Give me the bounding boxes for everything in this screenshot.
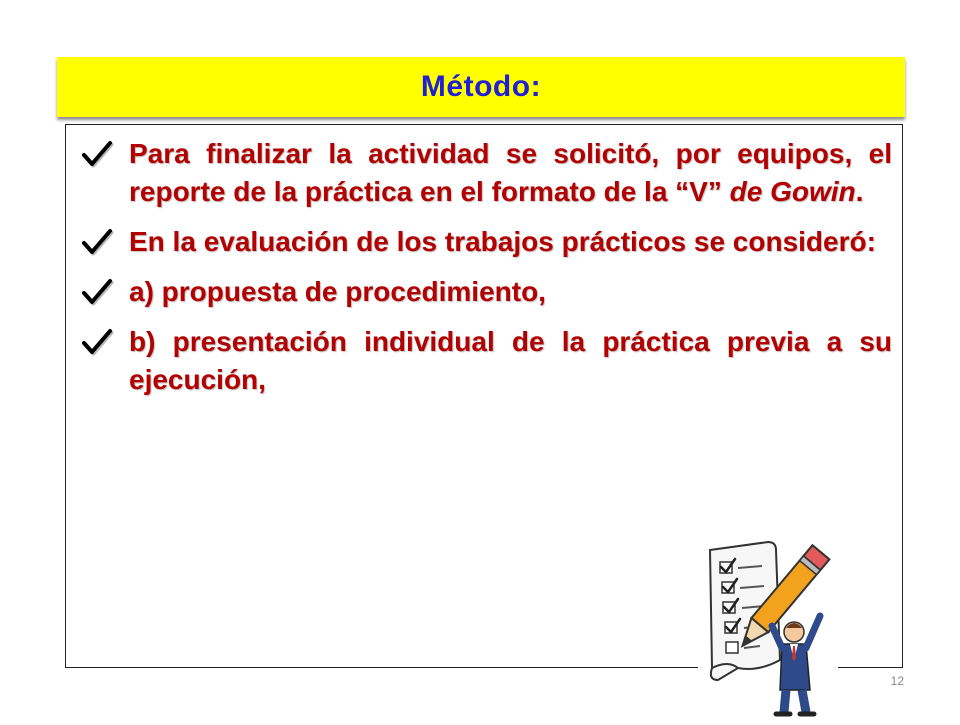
bullet-list xyxy=(66,133,902,411)
slide-title: Método: xyxy=(420,70,542,103)
checkmark-icon xyxy=(80,139,114,169)
bullet-text-italic: de Gowin xyxy=(729,176,856,207)
bullet-text: En la evaluación de los trabajos prácticos se consideró: xyxy=(129,226,876,257)
checkmark-icon xyxy=(80,327,114,357)
page-number: 12 xyxy=(890,674,904,688)
checklist-pencil-man-illustration xyxy=(698,540,838,720)
title-bar xyxy=(57,57,905,117)
bullet-text: Para finalizar la actividad se solicitó, por equipos, el reporte de la práctica en el formato de la “V” xyxy=(129,138,892,207)
bullet-text: b) presentación individual de la práctica previa a su ejecución, xyxy=(129,326,892,395)
bullet-item xyxy=(66,323,902,399)
bullet-text-end: . xyxy=(855,176,864,207)
bullet-item xyxy=(66,273,902,311)
bullet-item xyxy=(66,135,902,211)
bullet-item xyxy=(66,223,902,261)
checkmark-icon xyxy=(80,227,114,257)
checkmark-icon xyxy=(80,277,114,307)
bullet-text: a) propuesta de procedimiento, xyxy=(129,276,546,307)
